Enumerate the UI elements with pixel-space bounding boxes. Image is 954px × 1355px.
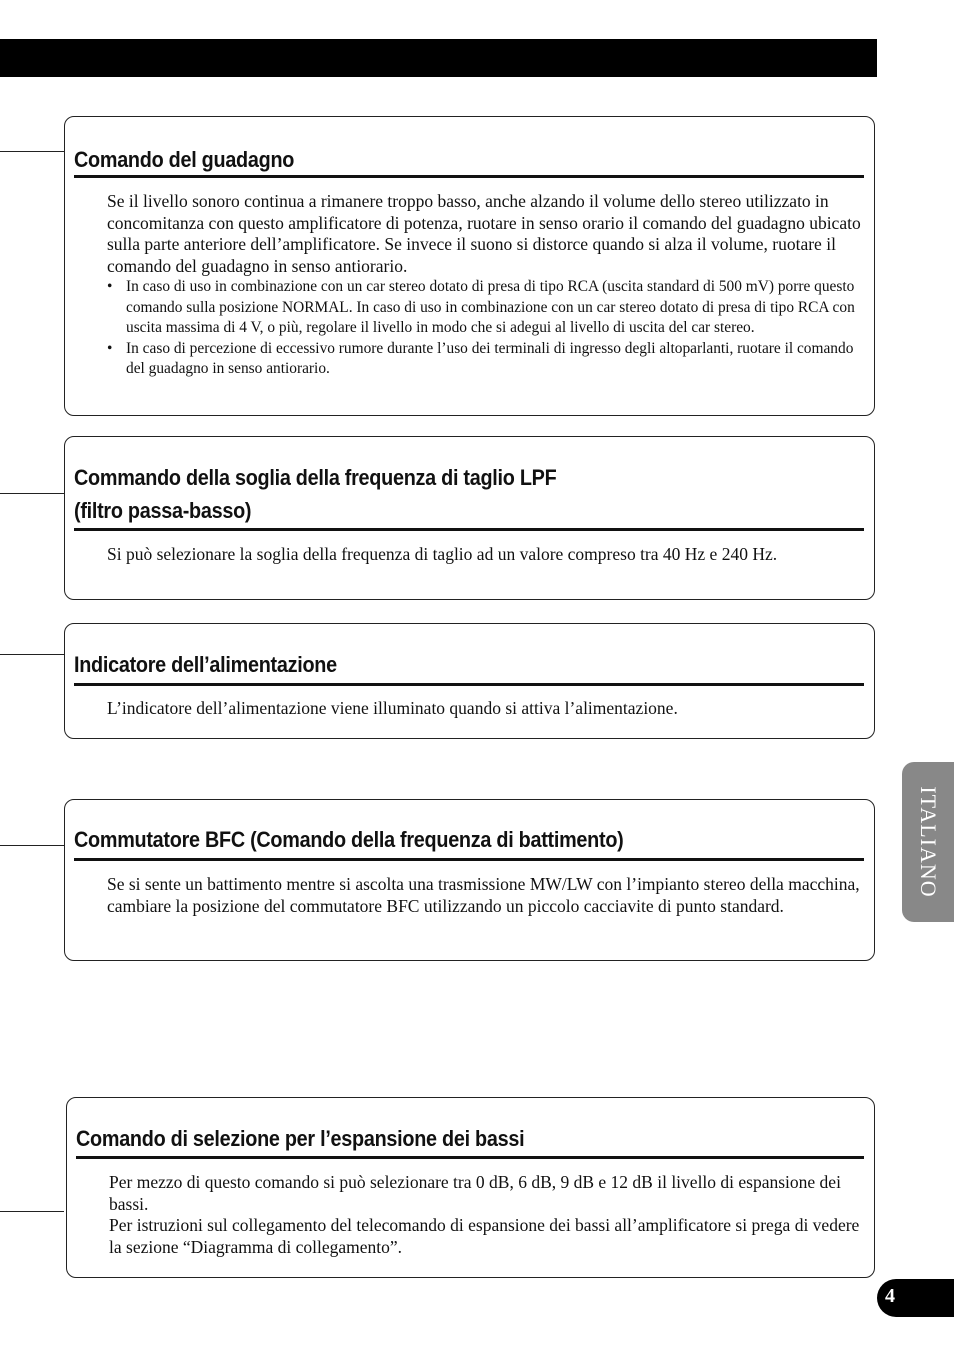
language-tab-label: ITALIANO (916, 786, 941, 898)
heading-rule (76, 1156, 864, 1159)
section-bfc-switch (64, 799, 875, 961)
section-gain-control (64, 116, 875, 416)
section-paragraph: Si può selezionare la soglia della frequenza di taglio ad un valore compreso tra 40 Hz e 240 Hz. (107, 544, 778, 564)
section-heading-line1: Commando della soglia della frequenza di taglio LPF (74, 465, 557, 490)
section-heading-line2: (filtro passa-basso) (74, 498, 252, 523)
connector-line (0, 845, 64, 846)
section-heading: Commutatore BFC (Comando della frequenza di battimento) (74, 827, 624, 852)
language-tab (902, 762, 954, 922)
section-paragraph: L’indicatore dell’alimentazione viene illuminato quando si attiva l’alimentazione. (107, 698, 678, 718)
section-bass-boost (66, 1097, 875, 1278)
section-lpf-cutoff (64, 436, 875, 600)
heading-rule (74, 683, 864, 686)
connector-line (0, 654, 64, 655)
bullet-list (107, 277, 864, 380)
section-heading: Comando di selezione per l’espansione dei bassi (76, 1126, 525, 1151)
section-paragraph: Per istruzioni sul collegamento del telecomando di espansione dei bassi all’amplificatore si prega di vedere la sezione “Diagramma di collegamento”. (109, 1215, 860, 1257)
connector-line (0, 151, 64, 152)
section-heading: Comando del guadagno (74, 147, 295, 172)
bullet-item: • In caso di percezione di eccessivo rumore durante l’uso dei terminali di ingresso degli altoparlanti, ruotare il comando del guadagno in senso antiorario. (107, 339, 864, 380)
connector-line (0, 1211, 64, 1212)
section-paragraph: Se il livello sonoro continua a rimanere troppo basso, anche alzando il volume dello stereo utilizzato in concomitanza con questo amplificatore di potenza, ruotare in senso orario il comando del guadagno ubicato sulla parte anteriore dell’amplificatore. Se invece il suono si distorce quando si alza il volume, ruotare il comando del guadagno in senso antiorario. (107, 191, 861, 276)
connector-line (0, 493, 64, 494)
section-power-indicator (64, 623, 875, 739)
section-paragraph: Se si sente un battimento mentre si ascolta una trasmissione MW/LW con l’impianto stereo della macchina, cambiare la posizione del commutatore BFC utilizzando un piccolo cacciavite di punto standard. (107, 874, 860, 916)
bullet-item: • In caso di uso in combinazione con un car stereo dotato di presa di tipo RCA (uscita standard di 500 mV) porre questo comando sulla posizione NORMAL. In caso di uso in combinazione con un car stereo dotato di presa di tipo RCA con uscita massima di 4 V, o più, regolare il livello in modo che si adegui al livello di uscita del car stereo. (107, 277, 864, 339)
heading-rule (74, 528, 864, 531)
heading-rule (74, 858, 864, 861)
header-bar (0, 39, 877, 77)
page-number-badge (877, 1279, 954, 1317)
page-number: 4 (885, 1285, 895, 1307)
section-paragraph: Per mezzo di questo comando si può selezionare tra 0 dB, 6 dB, 9 dB e 12 dB il livello di espansione dei bassi. (109, 1172, 841, 1214)
heading-rule (74, 175, 864, 178)
section-heading: Indicatore dell’alimentazione (74, 652, 337, 677)
